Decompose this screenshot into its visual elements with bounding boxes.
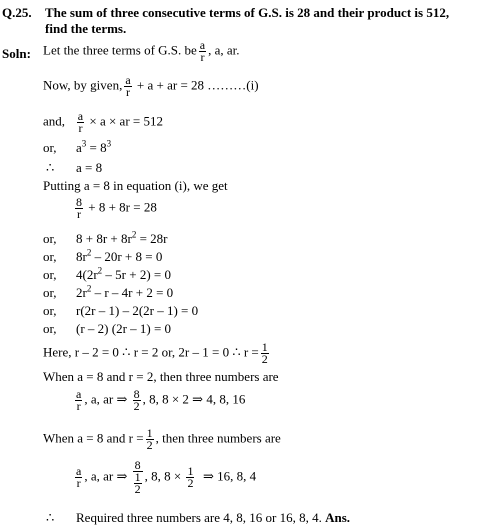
or-label-6: or,: [43, 303, 57, 318]
fraction-8-over-2: $\frac{8}{2}$: [133, 387, 140, 413]
step-equation-6: (r – 2) (2r – 1) = 0: [76, 321, 172, 336]
fraction-a-over-r: $\frac{a}{r}$: [125, 73, 131, 99]
step-equation-3: $4(2r^2 - 5r + 2) = 0$: [76, 265, 171, 282]
solution-label: Soln:: [2, 46, 31, 61]
or-label-3: or,: [43, 249, 57, 264]
question-text-line2: find the terms.: [45, 21, 127, 36]
case2-heading: When a = 8 and r = $\frac{1}{2}$ , then three numbers are: [43, 426, 281, 452]
fraction-1-over-2: $\frac{1}{2}$: [261, 340, 268, 366]
step-equation-5: r(2r – 1) – 2(2r – 1) = 0: [76, 303, 199, 318]
or-label-7: or,: [43, 321, 57, 336]
putting-text: Putting a = 8 in equation (i), we get: [43, 178, 228, 193]
case2-numbers: $\frac{a}{r}$ , a, ar ⇒ $\frac{8}{\frac{1}{2}}$ , 8, 8 × $\frac{1}{2}$ ⇒ 16, 8, 4: [76, 458, 257, 496]
therefore-symbol-2: ∴: [46, 510, 55, 525]
roots-statement: Here, r – 2 = 0 ∴ r = 2 or, 2r – 1 = 0 ∴ r = $\frac{1}{2}$: [43, 340, 268, 366]
step-equation-1: $8 + 8r + 8r^2 = 28r$: [76, 229, 168, 246]
product-equation: and, $\frac{a}{r}$ × a × ar = 512: [43, 109, 163, 135]
or-label-1: or,: [43, 140, 57, 155]
fraction-1-over-2: $\frac{1}{2}$: [146, 426, 153, 452]
solution-intro: Let the three terms of G.S. be $\frac{a}{r}$ , a, ar.: [43, 38, 240, 64]
fraction-8-over-r: $\frac{8}{r}$: [76, 195, 82, 221]
or-label-5: or,: [43, 285, 57, 300]
conclusion: Required three numbers are 4, 8, 16 or 16, 8, 4. Ans.: [76, 510, 351, 525]
step-equation-2: $8r^2 - 20r + 8 = 0$: [76, 247, 163, 264]
case1-numbers: $\frac{a}{r}$ , a, ar ⇒ $\frac{8}{2}$ , 8, 8 × 2 ⇒ 4, 8, 16: [76, 387, 246, 413]
step-equation-4: $2r^2 - r - 4r + 2 = 0$: [76, 283, 174, 300]
complex-fraction-8-over-half: $\frac{8}{\frac{1}{2}}$: [134, 458, 141, 496]
a-value: a = 8: [76, 160, 103, 175]
fraction-1-over-2: $\frac{1}{2}$: [187, 464, 194, 490]
therefore-symbol-1: ∴: [46, 160, 55, 175]
given-equation: Now, by given, $\frac{a}{r}$ + a + ar = 28 ………(i): [43, 73, 259, 99]
answer-label: Ans.: [325, 510, 351, 525]
fraction-1-over-2: $\frac{1}{2}$: [134, 470, 141, 496]
fraction-a-over-r: $\frac{a}{r}$: [199, 38, 206, 64]
fraction-a-over-r: $\frac{a}{r}$: [76, 464, 82, 490]
substituted-equation: $\frac{8}{r}$ + 8 + 8r = 28: [76, 195, 157, 221]
question-number: Q.25.: [2, 5, 32, 20]
case1-heading: When a = 8 and r = 2, then three numbers are: [43, 369, 279, 384]
fraction-a-over-r: $\frac{a}{r}$: [76, 387, 82, 413]
fraction-a-over-r: $\frac{a}{r}$: [77, 109, 84, 135]
or-label-2: or,: [43, 231, 57, 246]
question-text-line1: The sum of three consecutive terms of G.S. is 28 and their product is 512,: [45, 5, 450, 20]
cube-equation: $a^3 = 8^3$: [76, 138, 112, 155]
or-label-4: or,: [43, 267, 57, 282]
